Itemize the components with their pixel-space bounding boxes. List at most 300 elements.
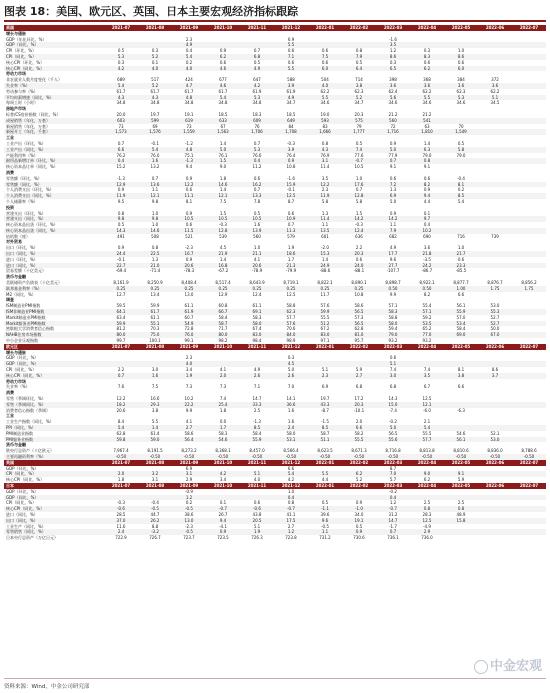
value-cell: 0.8 [117, 210, 125, 216]
value-cell: -0.7 [342, 158, 376, 164]
value-cell: -1.3 [253, 419, 261, 425]
value-cell: 4.6 [206, 83, 240, 89]
value-cell: 7.0 [287, 384, 295, 390]
value-cell: 5.0 [376, 425, 410, 431]
value-cell: 58.0 [286, 430, 296, 436]
value-cell: 8,810.6 [453, 448, 469, 454]
column-header: 2022-06 [478, 25, 512, 31]
value-cell: 1.4 [219, 140, 227, 146]
value-cell: 8,716.8 [385, 448, 401, 454]
value-cell: -0.3 [117, 500, 125, 506]
value-cell: 15.0 [376, 402, 410, 408]
value-cell: 53.5 [410, 321, 444, 327]
figure-number: 图表 18： [4, 5, 57, 18]
value-cell: -3.2 [138, 529, 172, 535]
value-cell: -0.50 [410, 454, 444, 460]
indicator-label: M2（同比，%） [6, 291, 36, 297]
value-cell: -0.6 [104, 506, 138, 512]
value-cell: 16.8 [206, 263, 240, 269]
indicator-label: 工业生产（同比，%） [6, 523, 46, 529]
indicator-label: 非农就业人数月度变化（千人） [6, 77, 62, 83]
value-cell: 13.6 [138, 182, 172, 188]
indicator-label: 核心资本品出货（同比，%） [4, 228, 104, 234]
value-cell: 4.3 [104, 95, 138, 101]
indicator-label: 日本央行总资产（万亿日元） [6, 535, 58, 541]
indicator-label: 进口（环比，%） [6, 256, 38, 262]
section-label: 货币与金融 [6, 442, 26, 448]
value-cell: 5.1 [240, 471, 274, 477]
value-cell: -0.5 [172, 506, 206, 512]
value-cell: 43.8 [252, 511, 262, 517]
column-header: 2021-09 [172, 460, 206, 466]
value-cell: 56.5 [342, 309, 376, 315]
value-cell: 1.7 [206, 425, 240, 431]
indicator-label: 密歇根大学消费者信心指数 [6, 326, 54, 332]
value-cell: 24.4 [104, 251, 138, 257]
value-cell: 593 [308, 118, 342, 124]
column-header: 2022-03 [376, 344, 410, 350]
value-cell: 14.7 [376, 518, 410, 524]
value-cell: 57.1 [410, 309, 444, 315]
value-cell: 8,191.5 [147, 448, 163, 454]
value-cell: 20.6 [172, 263, 206, 269]
value-cell: 9.5 [117, 198, 125, 204]
table-body [4, 25, 546, 541]
value-cell: -0.1 [117, 256, 125, 262]
column-header: 2021-10 [206, 460, 240, 466]
column-header: 2021-11 [240, 344, 274, 350]
value-cell: 11.2 [252, 164, 262, 170]
value-cell: 21.2 [388, 111, 398, 117]
value-cell: 2.6 [240, 373, 274, 379]
value-cell: 0.9 [389, 140, 397, 146]
value-cell: 0.3 [117, 59, 125, 65]
value-cell: 77.6 [354, 152, 364, 158]
value-cell: 0.50 [410, 286, 444, 292]
column-header: 2022-02 [342, 460, 376, 466]
value-cell: 1.4 [423, 140, 431, 146]
value-cell: 12.4 [252, 291, 262, 297]
value-cell [444, 535, 478, 541]
value-cell: 560 [253, 233, 261, 239]
value-cell: 15.8 [444, 518, 478, 524]
value-cell: 59.5 [116, 303, 126, 309]
value-cell: 76.0 [172, 332, 206, 338]
value-cell: 34.6 [422, 100, 432, 106]
value-cell: 368 [423, 77, 431, 83]
column-header: 2021-09 [172, 483, 206, 489]
value-cell: 0.4 [240, 158, 274, 164]
value-cell: 81.0 [342, 332, 376, 338]
value-cell: 6.3 [410, 147, 444, 153]
value-cell: -88.6 [319, 268, 331, 274]
value-cell: 723.5 [217, 535, 229, 541]
value-cell: 4.3 [138, 95, 172, 101]
value-cell: 2.0 [206, 373, 240, 379]
section-label: 调查 [6, 297, 14, 303]
value-cell: 41.1 [286, 511, 296, 517]
value-cell: 79.0 [456, 152, 466, 158]
value-cell: 2.7 [172, 425, 206, 431]
value-cell: 21.2 [422, 111, 432, 117]
indicator-label: 消费者信心指数（季调） [6, 407, 50, 413]
value-cell: 60.7 [184, 314, 194, 320]
value-cell: 8,408.4 [181, 280, 197, 286]
value-cell: 6.6 [342, 425, 376, 431]
value-cell: -0.1 [151, 140, 159, 146]
column-header: 2022-02 [342, 25, 376, 31]
value-cell: 4.0 [253, 477, 261, 483]
value-cell: 0.9 [206, 529, 240, 535]
value-cell: 1,777 [342, 129, 376, 135]
value-cell: 2.1 [423, 419, 431, 425]
value-cell: 55.6 [376, 437, 410, 443]
value-cell: 34.5 [490, 100, 500, 106]
value-cell: 1.0 [457, 245, 465, 251]
section-label: 增长与通胀 [6, 30, 26, 36]
value-cell: 12.5 [422, 396, 432, 401]
value-cell: 55.3 [478, 309, 512, 315]
value-cell: 0.8 [151, 245, 159, 251]
column-header: 2022-06 [478, 460, 512, 466]
value-cell: 0.7 [151, 175, 159, 181]
value-cell: 57.1 [388, 303, 398, 309]
value-cell: 8,517.4 [215, 280, 231, 286]
indicator-label: CPI（同比，%） [4, 471, 104, 477]
column-header: 2022-02 [342, 344, 376, 350]
value-cell: 8,856.2 [521, 280, 537, 286]
value-cell: 0.3 [287, 355, 295, 361]
value-cell: 0.6 [287, 48, 295, 54]
value-cell: -0.50 [274, 454, 308, 460]
value-cell: 1.9 [172, 373, 206, 379]
value-cell: 9.0 [219, 164, 227, 170]
value-cell: 0.6 [321, 48, 329, 54]
value-cell: 11.9 [308, 193, 342, 199]
value-cell: 61.7 [184, 88, 194, 94]
value-cell: 97.1 [320, 338, 330, 344]
value-cell: 372 [491, 77, 499, 83]
value-cell: 0.25 [274, 286, 308, 292]
value-cell: 4.1 [253, 256, 261, 262]
value-cell: 93.2 [422, 338, 432, 344]
value-cell: 10.5 [240, 216, 274, 222]
value-cell: 579 [287, 233, 295, 239]
indicator-label: 零售额（环比，%） [6, 175, 42, 181]
value-cell: 9.4 [410, 193, 444, 199]
column-header: 2022-06 [478, 344, 512, 350]
value-cell: 14.6 [138, 228, 172, 234]
value-cell: 3.5 [410, 373, 444, 379]
indicator-label: 进口（同比，%） [6, 511, 38, 517]
value-cell: 95.7 [354, 338, 364, 344]
value-cell: 5.4 [104, 83, 138, 89]
value-cell: 11.4 [308, 216, 342, 222]
value-cell: 2.0 [355, 419, 363, 425]
value-cell: 24.2 [410, 263, 444, 269]
indicator-label: 核心CPI（同比，%） [4, 506, 104, 512]
column-header: 2022-07 [512, 25, 546, 31]
value-cell: 7.5 [151, 384, 159, 390]
value-cell: 5.0 [206, 147, 240, 153]
value-cell: 33.3 [240, 402, 274, 408]
section-label: 投资 [6, 204, 14, 210]
value-cell: 7.4 [342, 147, 376, 153]
value-cell: 599 [138, 118, 172, 124]
indicator-label: 核心CPI（同比，%） [6, 477, 45, 483]
value-cell: 8.5 [308, 425, 342, 431]
value-cell: 8,457.0 [249, 448, 265, 454]
indicator-label: CPI（同比，%） [4, 54, 104, 60]
indicator-label: CPI（环比，%） [6, 48, 37, 54]
value-cell: 0.5 [321, 500, 329, 506]
value-cell: 6.6 [104, 147, 138, 153]
value-cell: 5.4 [104, 425, 138, 431]
value-cell: -0.3 [287, 140, 295, 146]
value-cell: 0.1 [423, 210, 431, 216]
value-cell: 5.1 [376, 361, 410, 367]
value-cell: 58.3 [218, 430, 228, 436]
value-cell: 1.00 [444, 286, 478, 292]
value-cell: 0.5 [355, 523, 363, 529]
value-cell: 7.2 [376, 182, 410, 188]
value-cell: 2.0 [104, 471, 138, 477]
value-cell: 1.4 [219, 187, 227, 193]
column-header: 2021-07 [104, 460, 138, 466]
value-cell: 53.1 [274, 437, 308, 443]
value-cell: -69.4 [115, 268, 127, 274]
value-cell: 76.4 [286, 152, 296, 158]
value-cell: -1.1 [308, 506, 342, 512]
value-cell: 24.9 [308, 263, 342, 269]
value-cell: 8,788.6 [521, 448, 537, 454]
value-cell: 76.9 [320, 152, 330, 158]
value-cell: 13.3 [240, 193, 274, 199]
value-cell: 9.7 [410, 216, 444, 222]
value-cell: 11.9 [104, 193, 138, 199]
value-cell: 21.7 [444, 251, 478, 257]
value-cell: 56.4 [172, 437, 206, 443]
value-cell: 23.3 [444, 263, 478, 269]
value-cell: 100.1 [149, 338, 161, 344]
indicator-label: 失业率（%） [4, 83, 104, 89]
value-cell: 2.5 [457, 500, 465, 506]
value-cell: 1.6 [138, 373, 172, 379]
value-cell: -0.50 [376, 454, 410, 460]
value-cell: 5.4 [274, 471, 308, 477]
value-cell: -0.5 [321, 523, 329, 529]
column-header: 2022-07 [512, 483, 546, 489]
value-cell: 5.2 [138, 54, 172, 60]
value-cell: -10.1 [353, 407, 365, 413]
value-cell: 12.2 [308, 182, 342, 188]
value-cell: 1,549 [444, 129, 478, 135]
value-cell: 0.6 [321, 59, 329, 65]
value-cell: 75.0 [138, 332, 172, 338]
value-cell: 0.25 [206, 286, 240, 292]
value-cell: 1,810 [410, 129, 444, 135]
value-cell: 8,250.9 [147, 280, 163, 286]
value-cell: 13.9 [240, 228, 274, 234]
value-cell: 54.6 [206, 437, 240, 443]
indicator-label: 零售销售（同比，%） [4, 529, 104, 535]
value-cell: 10.8 [354, 291, 364, 297]
value-cell: 58.0 [376, 321, 410, 327]
value-cell: 5.3 [104, 54, 138, 60]
value-cell: 0.2 [457, 187, 465, 193]
value-cell: 7.1 [253, 384, 261, 390]
value-cell: 6.0 [444, 66, 478, 72]
indicator-label: 新屋开工（年化，千套） [4, 129, 104, 135]
value-cell: 56.1 [456, 303, 466, 309]
value-cell: 59.0 [138, 437, 172, 443]
value-cell: 8.2 [423, 291, 431, 297]
value-cell: 8.4 [117, 419, 125, 425]
value-cell: 73 [118, 123, 124, 129]
value-cell: 4.3 [308, 147, 342, 153]
value-cell: 0.9 [117, 245, 125, 251]
value-cell: 8.1 [185, 198, 193, 204]
value-cell: -0.4 [457, 175, 465, 181]
value-cell: 21.1 [240, 251, 274, 257]
value-cell [512, 535, 546, 541]
value-cell: 55.5 [342, 437, 376, 443]
value-cell: 22.7 [104, 263, 138, 269]
value-cell: 0.6 [287, 59, 295, 65]
column-header: 2022-04 [410, 460, 444, 466]
value-cell: 0.25 [308, 286, 342, 292]
value-cell: 19.7 [320, 396, 330, 401]
value-cell: 5.4 [138, 147, 172, 153]
value-cell: 5.3 [444, 95, 478, 101]
section-label: 劳动力市场 [6, 71, 26, 77]
column-header: 2021-12 [274, 483, 308, 489]
column-header: 2022-03 [376, 483, 410, 489]
indicator-label: GDP（同比，%） [4, 42, 104, 48]
value-cell: 8.5 [240, 425, 274, 431]
value-cell: 72.8 [184, 326, 194, 332]
value-cell: 3.4 [219, 477, 227, 483]
value-cell: 603 [104, 118, 138, 124]
value-cell: -0.1 [287, 187, 295, 193]
value-cell: 76.6 [252, 152, 262, 158]
value-cell: 0.7 [253, 140, 261, 146]
value-cell: 71.7 [218, 326, 228, 332]
value-cell: 5.2 [355, 477, 363, 483]
indicator-label: 个人消费支出（同比，%） [4, 193, 104, 199]
value-cell: -0.50 [478, 454, 512, 460]
column-header: 2022-04 [410, 483, 444, 489]
value-cell: 0.6 [355, 256, 363, 262]
value-cell: -0.50 [104, 454, 138, 460]
value-cell: 722.9 [115, 535, 127, 541]
value-cell: 61.9 [286, 88, 296, 94]
value-cell: 58.6 [354, 303, 364, 309]
value-cell: 4.1 [185, 419, 193, 425]
value-cell: 98.4 [252, 338, 262, 344]
value-cell: 1.6 [287, 419, 295, 425]
value-cell: 0.8 [287, 500, 295, 506]
value-cell: 81.2 [116, 326, 126, 332]
indicator-label: 失业率（%） [6, 384, 30, 390]
indicator-label: 核心资本品订单（同比，%） [6, 164, 58, 170]
value-cell: 59.9 [104, 321, 138, 327]
value-cell: 59.4 [388, 326, 398, 332]
value-cell: 84.0 [274, 332, 308, 338]
value-cell: 18.3 [252, 111, 262, 117]
value-cell: 58.4 [252, 430, 262, 436]
value-cell: 16.2 [240, 182, 274, 188]
value-cell: 0.2 [185, 59, 193, 65]
indicator-label: 工业产出（同比，%） [4, 147, 104, 153]
value-cell: 0.9 [185, 175, 193, 181]
indicator-label: GDP（环比，%） [6, 465, 39, 471]
value-cell: 9.9 [185, 407, 193, 413]
value-cell: 13.2 [150, 164, 160, 170]
value-cell: 0.6 [389, 175, 397, 181]
value-cell: 3.6 [478, 83, 512, 89]
value-cell: 9.1 [444, 471, 478, 477]
value-cell: 20.5 [240, 518, 274, 524]
column-header: 2021-12 [274, 25, 308, 31]
value-cell: 51.1 [308, 437, 342, 443]
value-cell: 4.9 [172, 42, 206, 48]
indicator-label: 核心CPI（同比，%） [4, 373, 104, 379]
value-cell: 83.0 [240, 332, 274, 338]
value-cell: 0.25 [342, 286, 376, 292]
value-cell: 539 [219, 233, 227, 239]
value-cell: 1,708 [274, 129, 308, 135]
column-header: 2021-09 [172, 25, 206, 31]
indicator-label: NAHB住房市场指数 [4, 332, 104, 338]
value-cell: 0.5 [253, 210, 261, 216]
value-cell: 0.7 [253, 48, 261, 54]
value-cell: 517 [151, 77, 159, 83]
value-cell: 61.1 [184, 303, 194, 309]
value-cell: 0.1 [151, 59, 159, 65]
value-cell: 98.2 [218, 338, 228, 344]
value-cell: 0.8 [355, 48, 363, 54]
section-label: 工业 [6, 135, 14, 141]
indicator-label: GDP（同比，%） [4, 495, 104, 501]
value-cell: 2.6 [274, 373, 308, 379]
indicator-label: 出口（环比，%） [6, 245, 38, 251]
watermark [474, 655, 542, 674]
indicator-label: Markit制造业PMI指数 [6, 314, 46, 320]
value-cell: -0.6 [240, 506, 274, 512]
value-cell: 0.6 [253, 500, 261, 506]
value-cell: 1.1 [308, 529, 342, 535]
value-cell: 12.1 [206, 193, 240, 199]
value-cell: 12.5 [410, 518, 444, 524]
value-cell: 31.2 [388, 511, 398, 517]
column-header: 2021-10 [206, 344, 240, 350]
value-cell: 0.6 [389, 355, 397, 361]
indicator-label: 中小企业乐观指数 [6, 338, 38, 344]
value-cell: -0.50 [206, 454, 240, 460]
column-header: 2022-06 [478, 483, 512, 489]
indicator-label: 零售额（同比，%） [4, 182, 104, 188]
value-cell: 5.0 [389, 198, 397, 204]
value-cell: -3.5 [423, 256, 431, 262]
value-cell: -2.0 [321, 245, 329, 251]
value-cell: 0.8 [410, 158, 444, 164]
indicator-label: 标普/CS房价指数（同比，%） [6, 111, 61, 117]
value-cell: -0.7 [376, 506, 410, 512]
value-cell: 0.5 [117, 48, 125, 54]
value-cell: 67 [220, 123, 226, 129]
value-cell: 15.2 [116, 164, 126, 170]
